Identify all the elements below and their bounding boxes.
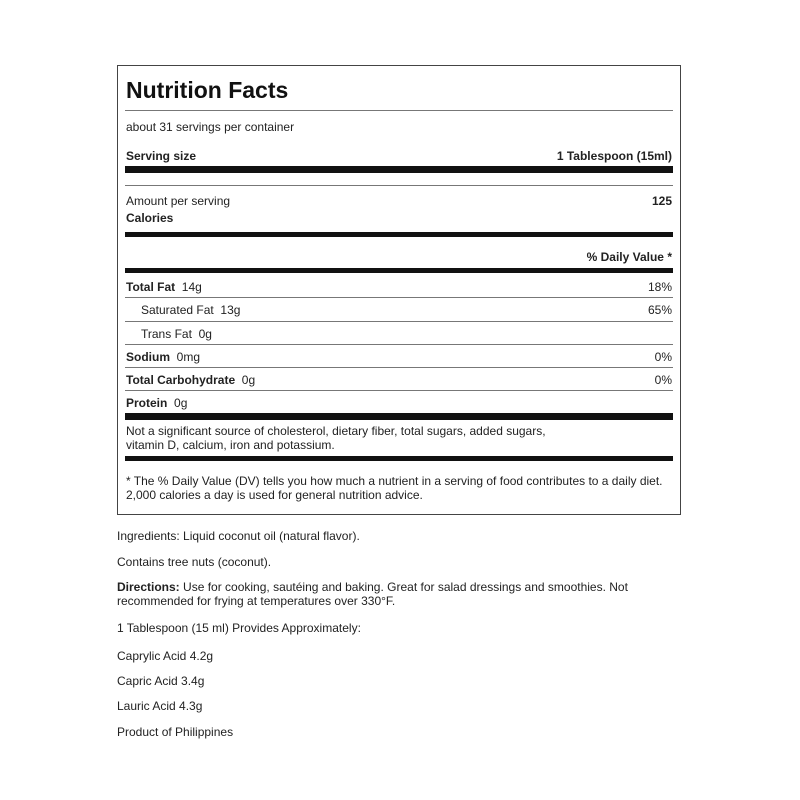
acid-caprylic: Caprylic Acid 4.2g	[117, 649, 214, 663]
nutrient-amount: 13g	[220, 303, 241, 317]
directions-line-1	[117, 580, 628, 594]
divider-medium	[125, 456, 673, 461]
divider	[125, 321, 673, 322]
nutrient-amount: 14g	[181, 280, 202, 294]
acid-lauric: Lauric Acid 4.3g	[117, 699, 203, 713]
label-title: Nutrition Facts	[126, 77, 289, 103]
nutrient-dv: 18%	[647, 280, 672, 294]
divider-thick	[125, 166, 673, 173]
nutrient-amount: 0mg	[176, 350, 201, 364]
ingredients-text: Ingredients: Liquid coconut oil (natural flavor).	[117, 529, 360, 543]
divider	[125, 390, 673, 391]
footnote-line-1: * The % Daily Value (DV) tells you how much a nutrient in a serving of food contributes to a daily diet.	[126, 474, 663, 488]
nutrient-amount: 0g	[198, 327, 212, 341]
directions-text: Use for cooking, sautéing and baking. Great for salad dressings and smoothies. Not	[179, 580, 628, 594]
divider-medium	[125, 268, 673, 273]
footnote-line-2: 2,000 calories a day is used for general nutrition advice.	[126, 488, 423, 502]
nutrient-amount: 0g	[174, 396, 188, 410]
daily-value-header: % Daily Value *	[586, 250, 672, 264]
divider	[125, 367, 673, 368]
calories-value: 125	[651, 194, 672, 208]
nutrient-dv: 65%	[647, 303, 672, 317]
nutrition-facts-panel	[117, 65, 681, 515]
nutrient-row-saturated-fat	[141, 303, 240, 317]
directions-label: Directions:	[117, 580, 180, 594]
origin-text: Product of Philippines	[117, 725, 234, 739]
servings-per-container: about 31 servings per container	[126, 120, 295, 134]
allergen-text: Contains tree nuts (coconut).	[117, 555, 272, 569]
divider	[125, 185, 673, 186]
divider	[125, 297, 673, 298]
nutrient-row-total-carbohydrate	[126, 373, 255, 387]
not-significant-line-2: vitamin D, calcium, iron and potassium.	[126, 438, 335, 452]
divider	[125, 110, 673, 111]
nutrient-name: Total Carbohydrate	[126, 373, 236, 387]
amount-per-serving: Amount per serving	[126, 194, 231, 208]
acid-capric: Capric Acid 3.4g	[117, 674, 205, 688]
not-significant-line-1: Not a significant source of cholesterol, dietary fiber, total sugars, added sugars,	[126, 424, 546, 438]
nutrient-name: Sodium	[126, 350, 170, 364]
directions-line-2: recommended for frying at temperatures over 330°F.	[117, 594, 396, 608]
nutrient-row-sodium	[126, 350, 200, 364]
serving-size-value: 1 Tablespoon (15ml)	[556, 149, 672, 163]
divider-medium	[125, 232, 673, 237]
nutrient-row-trans-fat	[141, 327, 212, 341]
divider-thick	[125, 413, 673, 420]
nutrient-dv: 0%	[654, 350, 672, 364]
serving-size-label: Serving size	[126, 149, 197, 163]
calories-label: Calories	[126, 211, 174, 225]
nutrient-name: Trans Fat	[141, 327, 192, 341]
nutrient-name: Protein	[126, 396, 168, 410]
nutrient-dv: 0%	[654, 373, 672, 387]
nutrient-name: Saturated Fat	[141, 303, 214, 317]
nutrient-name: Total Fat	[126, 280, 176, 294]
divider	[125, 344, 673, 345]
provides-text: 1 Tablespoon (15 ml) Provides Approximately:	[117, 621, 361, 635]
nutrient-amount: 0g	[241, 373, 256, 387]
nutrient-row-protein	[126, 396, 187, 410]
nutrient-row-total-fat	[126, 280, 202, 294]
